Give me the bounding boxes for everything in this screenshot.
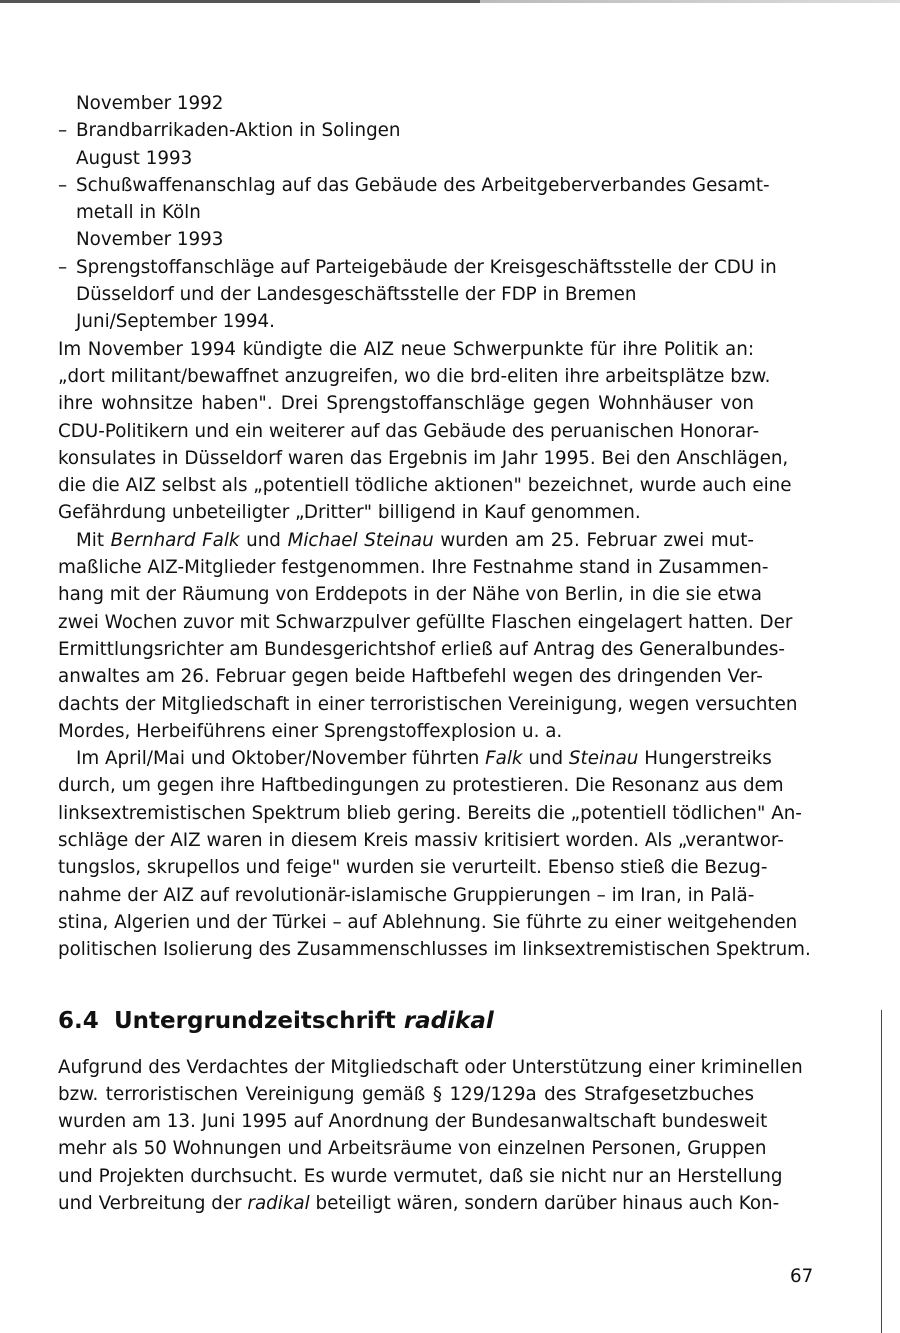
section-title-italic: radikal <box>403 1007 494 1034</box>
paragraph-arrests <box>58 527 798 745</box>
person-name: Michael Steinau <box>287 529 434 551</box>
text-line: Ermittlungsrichter am Bundesgerichtshof erließ auf Antrag des Generalbundes- <box>58 638 785 660</box>
text-line: Gefährdung unbeteiligter „Dritter" billigend in Kauf genommen. <box>58 502 641 524</box>
list-item: – Sprengstoffanschläge auf Parteigebäude der Kreisgeschäftsstelle der CDU in <box>58 254 754 281</box>
section-heading <box>58 1006 754 1036</box>
list-date: November 1992 <box>76 93 224 114</box>
text-line: Mordes, Herbeiführens einer Sprengstoffexplosion u. a. <box>58 720 563 742</box>
text-line: und Verbreitung der radikal beteiligt wären, sondern darüber hinaus auch Kon- <box>58 1192 780 1214</box>
text-line: CDU-Politikern und ein weiterer auf das Gebäude des peruanischen Honorar- <box>58 420 760 442</box>
dash-marker: – <box>58 256 68 278</box>
text-line: politischen Isolierung des Zusammenschlusses im linksextremistischen Spektrum. <box>58 939 811 961</box>
text-line: konsulates in Düsseldorf waren das Ergebnis im Jahr 1995. Bei den Anschlägen, <box>58 447 789 469</box>
section-number: 6.4 <box>58 1007 99 1034</box>
text-line: stina, Algerien und der Türkei – auf Ablehnung. Sie führte zu einer weitgehenden <box>58 911 798 933</box>
scan-edge-top <box>0 0 900 3</box>
list-date: August 1993 <box>76 147 193 169</box>
text-line: „dort militant/bewaffnet anzugreifen, wo die brd-eliten ihre arbeitsplätze bzw. <box>58 365 771 387</box>
list-item: – Brandbarrikaden-Aktion in Solingen <box>58 117 754 144</box>
person-name: Falk <box>485 748 523 770</box>
text-line: maßliche AIZ-Mitglieder festgenommen. Ihre Festnahme stand in Zusammen- <box>58 557 769 579</box>
text-line: Im November 1994 kündigte die AIZ neue Schwerpunkte für ihre Politik an: <box>58 338 754 360</box>
page-number: 67 <box>790 1266 814 1287</box>
text-line: linksextremistischen Spektrum blieb gering. Bereits die „potentiell tödlichen" An- <box>58 802 802 824</box>
paragraph-searches <box>58 1054 803 1218</box>
dash-marker: – <box>58 120 68 142</box>
person-name: Bernhard Falk <box>110 529 240 551</box>
text-line: anwaltes am 26. Februar gegen beide Haftbefehl wegen des dringenden Ver- <box>58 666 763 688</box>
paragraph-hunger-strikes <box>58 745 811 963</box>
text-line: dachts der Mitgliedschaft in einer terroristischen Vereinigung, wegen versuchten <box>58 693 798 715</box>
text-line: hang mit der Räumung von Erddepots in der Nähe von Berlin, in die sie etwa <box>58 584 762 606</box>
person-name: Steinau <box>568 748 639 770</box>
text-line: nahme der AIZ auf revolutionär-islamische Gruppierungen – im Iran, in Palä- <box>58 884 755 906</box>
paragraph-aiz-1994 <box>58 336 792 527</box>
text-line: bzw. terroristischen Vereinigung gemäß § 129/129a des Strafgesetzbuches <box>58 1083 754 1105</box>
text-line: ihre wohnsitze haben". Drei Sprengstoffanschläge gegen Wohnhäuser von <box>58 393 754 415</box>
text-line: und Projekten durchsucht. Es wurde vermutet, daß sie nicht nur an Herstellung <box>58 1165 783 1187</box>
list-date: November 1993 <box>76 229 224 251</box>
text-line: tungslos, skrupellos und feige" wurden sie verurteilt. Ebenso stieß die Bezug- <box>58 857 768 879</box>
list-date: Juni/September 1994. <box>76 311 275 333</box>
scan-edge-right <box>881 1010 882 1333</box>
list-item-continuation: metall in Köln <box>76 202 201 224</box>
text-line: mehr als 50 Wohnungen und Arbeitsräume von einzelnen Personen, Gruppen <box>58 1138 767 1160</box>
dash-marker: – <box>58 174 68 196</box>
document-page <box>58 90 811 1217</box>
text-line: schläge der AIZ waren in diesem Kreis massiv kritisiert worden. Als „verantwor- <box>58 830 784 852</box>
text-line: wurden am 13. Juni 1995 auf Anordnung der Bundesanwaltschaft bundesweit <box>58 1111 768 1133</box>
text-line: Mit Bernhard Falk und Michael Steinau wurden am 25. Februar zwei mut- <box>76 529 755 551</box>
text-line: Aufgrund des Verdachtes der Mitgliedschaft oder Unterstützung einer kriminellen <box>58 1056 803 1078</box>
text-line: durch, um gegen ihre Haftbedingungen zu protestieren. Die Resonanz aus dem <box>58 775 784 797</box>
chronology-list <box>58 90 777 336</box>
text-line: die die AIZ selbst als „potentiell tödliche aktionen" bezeichnet, wurde auch eine <box>58 475 792 497</box>
text-line: zwei Wochen zuvor mit Schwarzpulver gefüllte Flaschen eingelagert hatten. Der <box>58 611 793 633</box>
list-item: – Schußwaffenanschlag auf das Gebäude des Arbeitgeberverbandes Gesamt- <box>58 172 754 199</box>
text-line: Im April/Mai und Oktober/November führten Falk und Steinau Hungerstreiks <box>76 748 772 770</box>
publication-name: radikal <box>247 1192 310 1214</box>
list-item-continuation: Düsseldorf und der Landesgeschäftsstelle der FDP in Bremen <box>76 284 637 306</box>
section-title: Untergrundzeitschrift <box>114 1007 396 1034</box>
